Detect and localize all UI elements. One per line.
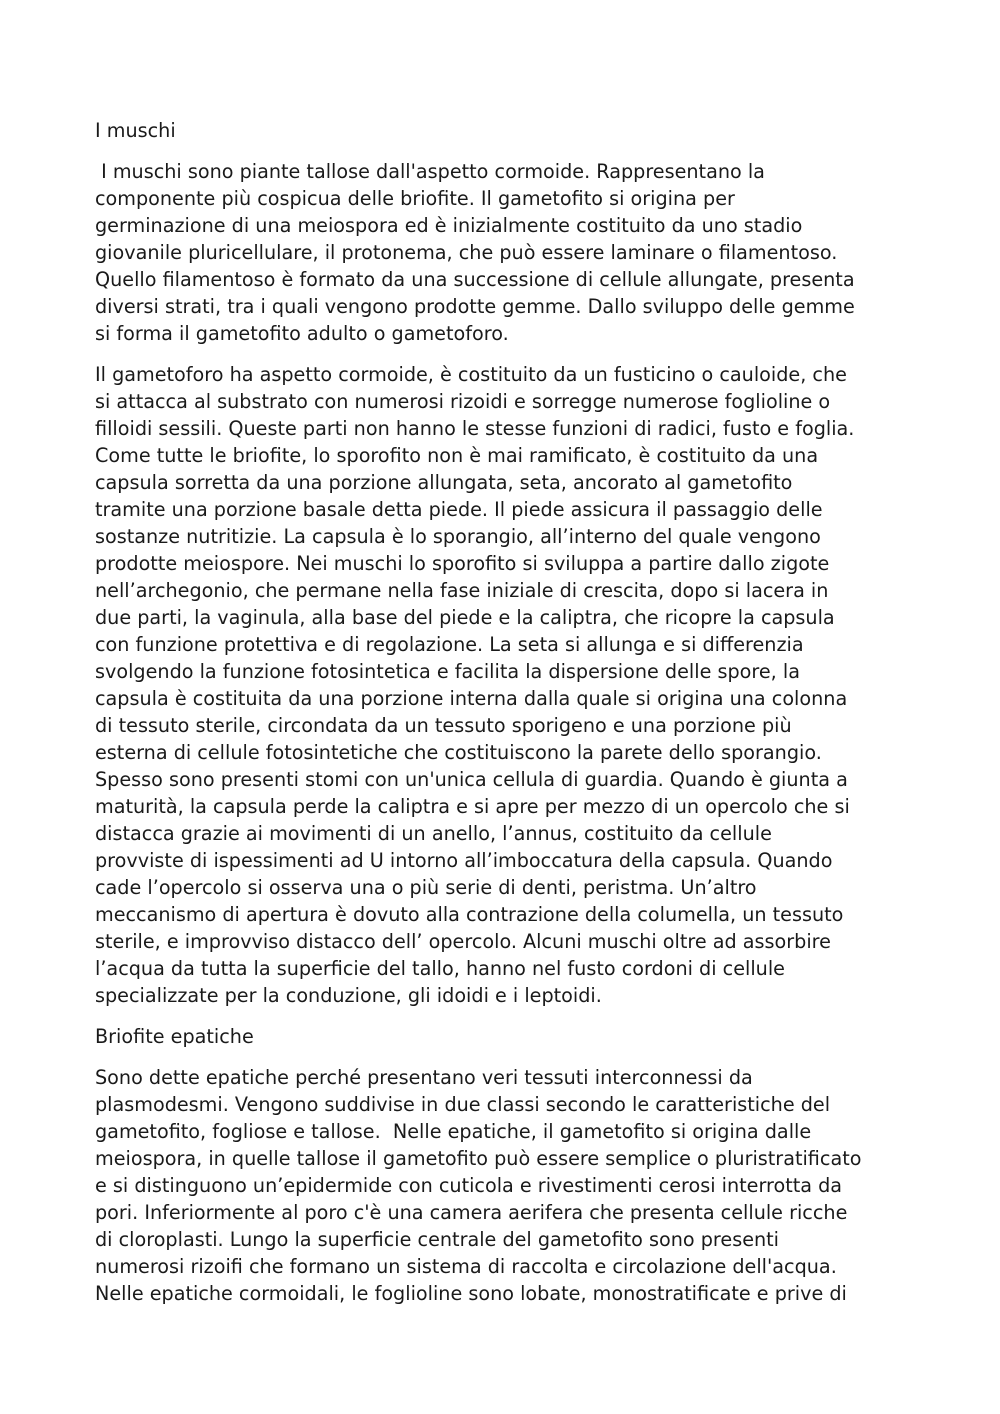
text-line: componente più cospicua delle briofite. Il gametofito si origina per bbox=[95, 187, 735, 210]
text-line: con funzione protettiva e di regolazione. La seta si allunga e si differenzia bbox=[95, 633, 804, 656]
text-line: Spesso sono presenti stomi con un'unica cellula di guardia. Quando è giunta a bbox=[95, 768, 848, 791]
paragraph-gametoforo bbox=[95, 361, 907, 1009]
section-title-epatiche: Briofite epatiche bbox=[95, 1025, 254, 1048]
text-line: numerosi rizoifi che formano un sistema di raccolta e circolazione dell'acqua. bbox=[95, 1255, 837, 1278]
text-line: si attacca al substrato con numerosi rizoidi e sorregge numerose foglioline o bbox=[95, 390, 831, 413]
text-line: nell’archegonio, che permane nella fase iniziale di crescita, dopo si lacera in bbox=[95, 579, 829, 602]
text-line: filloidi sessili. Queste parti non hanno le stesse funzioni di radici, fusto e foglia. bbox=[95, 417, 855, 440]
text-line: Sono dette epatiche perché presentano veri tessuti interconnessi da bbox=[95, 1066, 753, 1089]
text-line: prodotte meiospore. Nei muschi lo sporofito si sviluppa a partire dallo zigote bbox=[95, 552, 830, 575]
document-body bbox=[95, 117, 907, 1321]
text-line: giovanile pluricellulare, il protonema, che può essere laminare o filamentoso. bbox=[95, 241, 838, 264]
text-line: di tessuto sterile, circondata da un tessuto sporigeno e una porzione più bbox=[95, 714, 792, 737]
text-line: svolgendo la funzione fotosintetica e facilita la dispersione delle spore, la bbox=[95, 660, 800, 683]
text-line: distacca grazie ai movimenti di un anello, l’annus, costituito da cellule bbox=[95, 822, 772, 845]
paragraph-epatiche bbox=[95, 1064, 907, 1307]
text-line: gametofito, fogliose e tallose. Nelle epatiche, il gametofito si origina dalle bbox=[95, 1120, 812, 1143]
text-line: capsula è costituita da una porzione interna dalla quale si origina una colonna bbox=[95, 687, 848, 710]
text-line: provviste di ispessimenti ad U intorno all’imboccatura della capsula. Quando bbox=[95, 849, 833, 872]
text-line: Il gametoforo ha aspetto cormoide, è costituito da un fusticino o cauloide, che bbox=[95, 363, 847, 386]
text-line: l’acqua da tutta la superficie del tallo, hanno nel fusto cordoni di cellule bbox=[95, 957, 785, 980]
text-line: meiospora, in quelle tallose il gametofito può essere semplice o pluristratificato bbox=[95, 1147, 862, 1170]
text-line: pori. Inferiormente al poro c'è una camera aerifera che presenta cellule ricche bbox=[95, 1201, 848, 1224]
paragraph-muschi-intro bbox=[95, 158, 907, 347]
text-line: cade l’opercolo si osserva una o più serie di denti, peristma. Un’altro bbox=[95, 876, 757, 899]
text-line: plasmodesmi. Vengono suddivise in due classi secondo le caratteristiche del bbox=[95, 1093, 831, 1116]
text-line: diversi strati, tra i quali vengono prodotte gemme. Dallo sviluppo delle gemme bbox=[95, 295, 855, 318]
text-line: I muschi sono piante tallose dall'aspetto cormoide. Rappresentano la bbox=[95, 160, 765, 183]
section-title-muschi: I muschi bbox=[95, 119, 176, 142]
text-line: esterna di cellule fotosintetiche che costituiscono la parete dello sporangio. bbox=[95, 741, 822, 764]
text-line: capsula sorretta da una porzione allungata, seta, ancorato al gametofito bbox=[95, 471, 793, 494]
text-line: specializzate per la conduzione, gli idoidi e i leptoidi. bbox=[95, 984, 602, 1007]
text-line: maturità, la capsula perde la caliptra e si apre per mezzo di un opercolo che si bbox=[95, 795, 850, 818]
text-line: due parti, la vaginula, alla base del piede e la caliptra, che ricopre la capsula bbox=[95, 606, 835, 629]
text-line: e si distinguono un’epidermide con cuticola e rivestimenti cerosi interrotta da bbox=[95, 1174, 843, 1197]
text-line: si forma il gametofito adulto o gametoforo. bbox=[95, 322, 509, 345]
text-line: meccanismo di apertura è dovuto alla contrazione della columella, un tessuto bbox=[95, 903, 844, 926]
text-line: Come tutte le briofite, lo sporofito non è mai ramificato, è costituito da una bbox=[95, 444, 819, 467]
text-line: tramite una porzione basale detta piede. Il piede assicura il passaggio delle bbox=[95, 498, 823, 521]
text-line: Nelle epatiche cormoidali, le foglioline sono lobate, monostratificate e prive di bbox=[95, 1282, 847, 1305]
text-line: di cloroplasti. Lungo la superficie centrale del gametofito sono presenti bbox=[95, 1228, 780, 1251]
text-line: germinazione di una meiospora ed è inizialmente costituito da uno stadio bbox=[95, 214, 803, 237]
text-line: Quello filamentoso è formato da una successione di cellule allungate, presenta bbox=[95, 268, 855, 291]
text-line: sostanze nutritizie. La capsula è lo sporangio, all’interno del quale vengono bbox=[95, 525, 821, 548]
text-line: sterile, e improvviso distacco dell’ opercolo. Alcuni muschi oltre ad assorbire bbox=[95, 930, 831, 953]
